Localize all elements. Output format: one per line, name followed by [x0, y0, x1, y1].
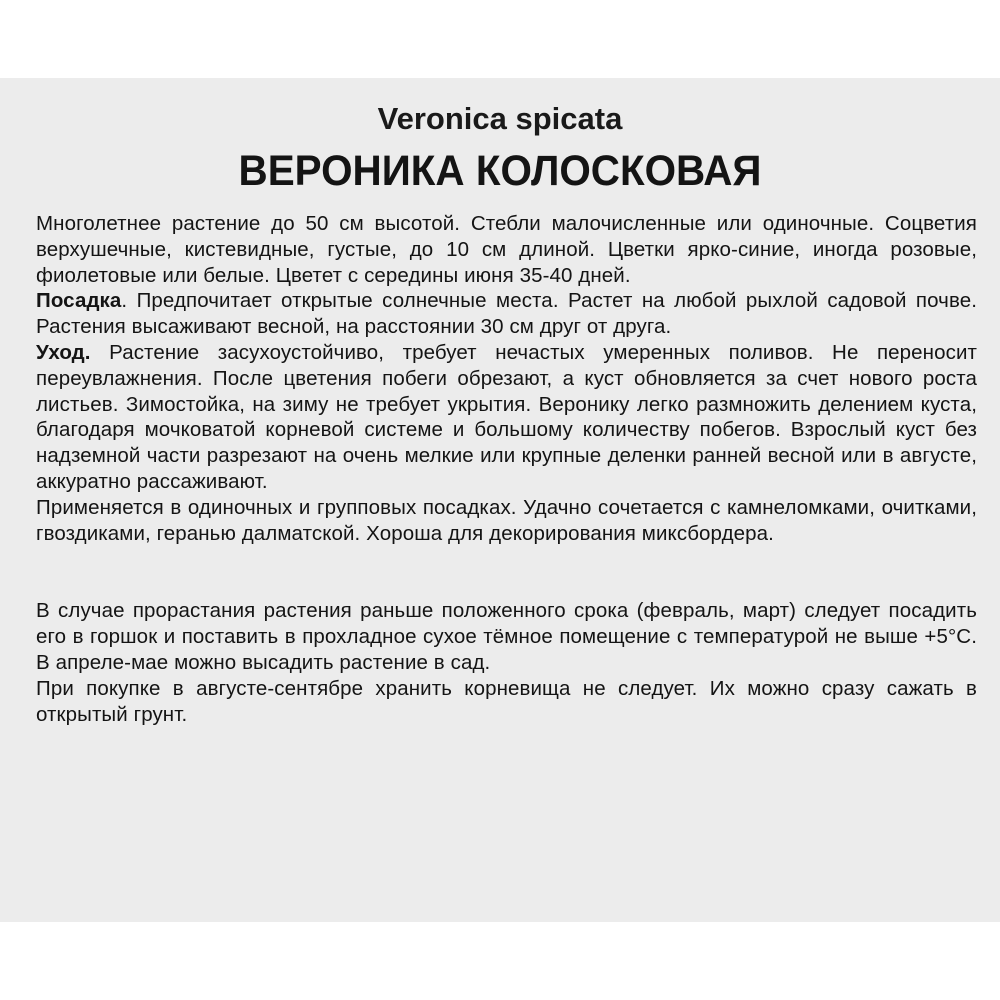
latin-name: Veronica spicata [377, 101, 623, 136]
paragraph-gap [36, 546, 977, 598]
intro-paragraph: Многолетнее растение до 50 см высотой. Стебли малочисленные или одиночные. Соцветия верхушечные, кистевидные, густые, до 10 см длиной. Цветки ярко-синие, иногда розовые, фиолетовые или белые. Цветет с середины июня 35-40 дней. [36, 212, 977, 287]
plant-label-card [0, 78, 1000, 922]
planting-text: . Предпочитает открытые солнечные места. Растет на любой рыхлой садовой почве. Растения высаживают весной, на расстоянии 30 см друг от друга. [36, 289, 977, 339]
storage-paragraph-1: В случае прорастания растения раньше положенного срока (февраль, март) следует посадить его в горшок и поставить в прохладное сухое тёмное помещение с температурой не выше +5°С. В апреле-мае можно высадить растение в сад. [36, 599, 977, 674]
storage-paragraph-2: При покупке в августе-сентябре хранить корневища не следует. Их можно сразу сажать в открытый грунт. [36, 676, 977, 726]
care-text: Растение засухоустойчиво, требует нечастых умеренных поливов. Не переносит переувлажнения. После цветения побеги обрезают, а куст обновляется за счет нового роста листьев. Зимостойка, на зиму не требует укрытия. Веронику легко размножить делением куста, благодаря мочковатой корневой системе и большому количеству побегов. Взрослый куст без надземной части разрезают на очень мелкие или крупные деленки ранней весной или в августе, аккуратно рассаживают. [36, 340, 977, 493]
planting-heading: Посадка [36, 289, 122, 313]
care-paragraph [36, 340, 977, 495]
planting-paragraph [36, 288, 977, 340]
plant-title: ВЕРОНИКА КОЛОСКОВАЯ [238, 147, 762, 195]
usage-paragraph: Применяется в одиночных и групповых посадках. Удачно сочетается с камнеломками, очитками, гвоздиками, геранью далматской. Хороша для декорирования миксбордера. [36, 495, 977, 545]
description-body [36, 211, 977, 727]
care-heading: Уход. [36, 340, 91, 364]
